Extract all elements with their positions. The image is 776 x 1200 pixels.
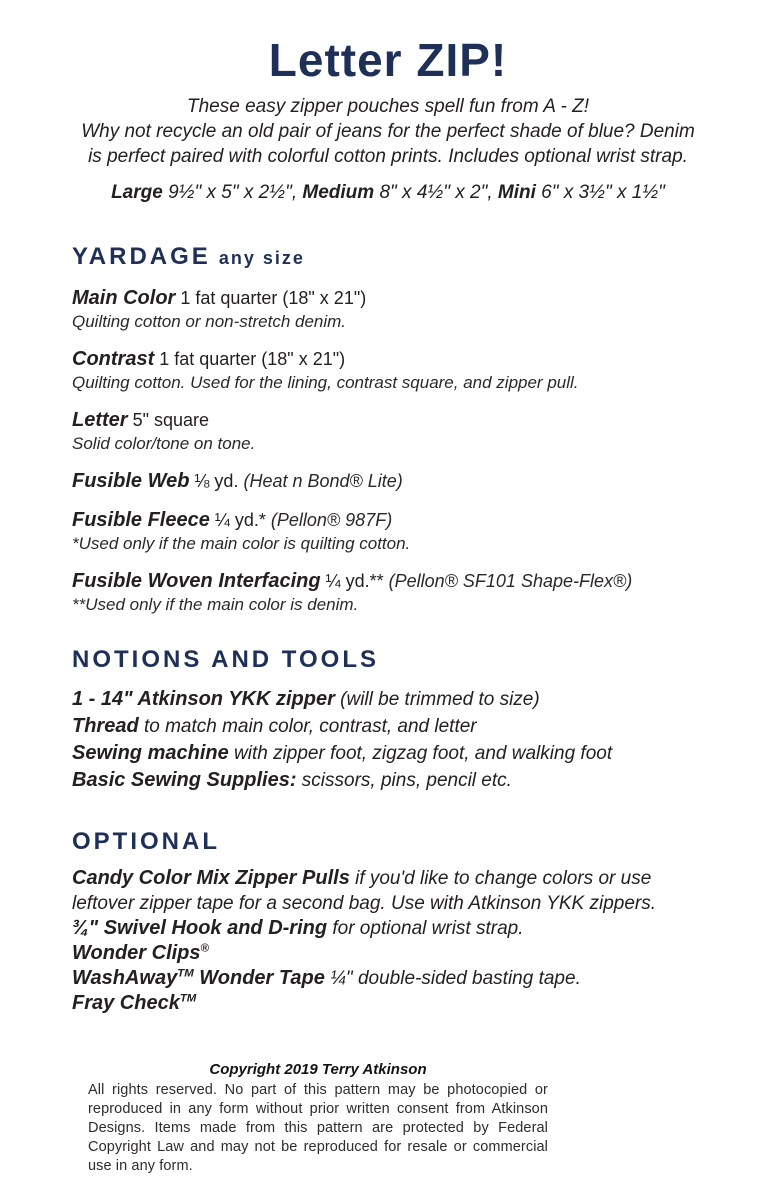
item-name: Fusible Woven Interfacing bbox=[72, 570, 321, 592]
item-name: Fusible Fleece bbox=[72, 509, 210, 531]
item-name: Candy Color Mix Zipper Pulls bbox=[72, 867, 350, 889]
sizes-line bbox=[0, 181, 776, 205]
item-detail: 5" square bbox=[127, 410, 210, 430]
size-name-large: Large bbox=[111, 182, 163, 203]
copyright-block bbox=[88, 1060, 548, 1176]
item-note: Solid color/tone on tone. bbox=[72, 434, 256, 453]
item-name: Basic Sewing Supplies: bbox=[72, 769, 297, 791]
yardage-list bbox=[72, 286, 720, 616]
item-name: 1 - 14" Atkinson YKK zipper bbox=[72, 688, 335, 710]
optional-item-wonder-tape bbox=[72, 966, 712, 991]
size-name-medium: Medium bbox=[302, 182, 375, 203]
optional-item-swivel-hook bbox=[72, 916, 712, 941]
item-note: Quilting cotton. Used for the lining, contrast square, and zipper pull. bbox=[72, 373, 579, 392]
intro-text bbox=[0, 94, 776, 169]
item-detail: 1 fat quarter (18" x 21") bbox=[175, 288, 367, 308]
size-name-mini: Mini bbox=[497, 182, 536, 203]
item-name: Fusible Web bbox=[72, 470, 190, 492]
notions-item-sewing-machine bbox=[72, 740, 720, 767]
notions-item-thread bbox=[72, 713, 720, 740]
item-name: Thread bbox=[72, 715, 139, 737]
item-name: Letter bbox=[72, 409, 128, 431]
item-text: scissors, pins, pencil etc. bbox=[296, 770, 512, 791]
item-name-cont: Wonder Tape bbox=[193, 967, 325, 989]
trademark-mark: TM bbox=[177, 967, 194, 980]
notions-list bbox=[72, 686, 720, 794]
page-title: Letter ZIP! bbox=[268, 34, 508, 86]
optional-item-wonder-clips bbox=[72, 941, 712, 966]
item-note: Quilting cotton or non-stretch denim. bbox=[72, 312, 347, 331]
item-text: if you'd like to change colors or use leftover zipper tape for a second bag. Use with Atkinson YKK zippers. bbox=[72, 868, 657, 914]
item-name: Fray Check bbox=[72, 992, 180, 1014]
yardage-heading-label: YARDAGE bbox=[72, 243, 211, 270]
trademark-mark: TM bbox=[179, 992, 197, 1005]
item-name: Sewing machine bbox=[72, 742, 229, 764]
item-name: ¾" Swivel Hook and D-ring bbox=[72, 917, 328, 939]
item-detail: 1 fat quarter (18" x 21") bbox=[154, 349, 346, 369]
item-detail: ¼ yd.* bbox=[209, 510, 271, 530]
notions-heading: NOTIONS AND TOOLS bbox=[72, 646, 380, 673]
item-brand: (Heat n Bond® Lite) bbox=[243, 471, 403, 491]
item-name: Contrast bbox=[72, 348, 155, 370]
item-text: to match main color, contrast, and letter bbox=[138, 716, 477, 737]
size-dims-medium: 8" x 4½" x 2", bbox=[374, 182, 498, 203]
item-note: *Used only if the main color is quilting cotton. bbox=[72, 534, 411, 553]
intro-line-1: These easy zipper pouches spell fun from A - Z! bbox=[187, 96, 589, 117]
copyright-body: All rights reserved. No part of this pattern may be photocopied or reproduced in any form without prior written consent from Atkinson Designs. Items made from this pattern are protected by Federal Copyright Law and may not be reproduced for resale or commercial use in any form. bbox=[88, 1082, 548, 1174]
yardage-item-fusible-fleece bbox=[72, 508, 720, 555]
item-brand: (Pellon® 987F) bbox=[270, 510, 393, 530]
intro-line-3: is perfect paired with colorful cotton prints. Includes optional wrist strap. bbox=[88, 146, 688, 167]
notions-item-basic-supplies bbox=[72, 767, 720, 794]
yardage-item-letter bbox=[72, 408, 720, 455]
item-detail: ⅛ yd. bbox=[189, 471, 244, 491]
optional-list bbox=[72, 866, 712, 1016]
optional-heading: OPTIONAL bbox=[72, 828, 220, 855]
item-name: Main Color bbox=[72, 287, 176, 309]
optional-item-fray-check bbox=[72, 991, 712, 1016]
item-name: Wonder Clips bbox=[72, 942, 201, 964]
yardage-item-fusible-web bbox=[72, 469, 720, 494]
item-text: with zipper foot, zigzag foot, and walking foot bbox=[228, 743, 613, 764]
notions-item-zipper bbox=[72, 686, 720, 713]
item-note: **Used only if the main color is denim. bbox=[72, 595, 359, 614]
yardage-subheading: any size bbox=[218, 248, 305, 268]
copyright-title: Copyright 2019 Terry Atkinson bbox=[209, 1061, 427, 1078]
optional-item-zipper-pulls bbox=[72, 866, 712, 916]
yardage-item-contrast bbox=[72, 347, 720, 394]
size-dims-large: 9½" x 5" x 2½", bbox=[162, 182, 303, 203]
item-text: for optional wrist strap. bbox=[327, 918, 524, 939]
item-text: ¼" double-sided basting tape. bbox=[324, 968, 581, 989]
main-content bbox=[72, 243, 720, 1016]
size-dims-mini: 6" x 3½" x 1½" bbox=[535, 182, 665, 203]
yardage-item-fusible-woven-interfacing bbox=[72, 569, 720, 616]
item-text: (will be trimmed to size) bbox=[334, 689, 540, 710]
item-name: WashAway bbox=[72, 967, 178, 989]
item-detail: ¼ yd.** bbox=[320, 571, 389, 591]
yardage-item-main-color bbox=[72, 286, 720, 333]
registered-mark: ® bbox=[200, 942, 209, 955]
item-brand: (Pellon® SF101 Shape-Flex®) bbox=[388, 571, 633, 591]
intro-line-2: Why not recycle an old pair of jeans for the perfect shade of blue? Denim bbox=[81, 121, 695, 142]
yardage-heading bbox=[72, 243, 720, 272]
